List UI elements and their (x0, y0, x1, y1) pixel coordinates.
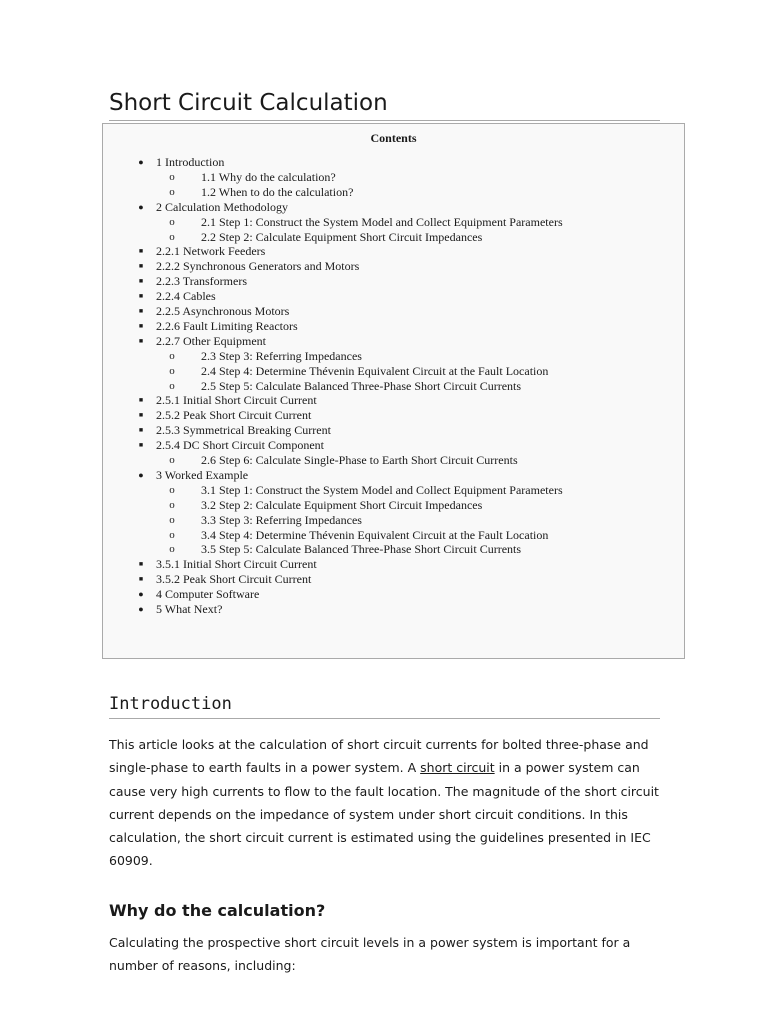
toc-item[interactable] (103, 244, 684, 259)
introduction-paragraph (109, 733, 669, 873)
toc-item[interactable] (103, 259, 684, 274)
introduction-divider (109, 718, 660, 719)
circle-bullet-icon: o (169, 543, 175, 556)
toc-item-label: 2.2.6 Fault Limiting Reactors (156, 318, 298, 333)
toc-item-label: 1.1 Why do the calculation? (201, 169, 336, 184)
toc-item[interactable] (103, 349, 684, 364)
toc-item[interactable] (103, 587, 684, 602)
toc-item-label: 3.3 Step 3: Referring Impedances (201, 512, 362, 527)
toc-item-label: 2.5.2 Peak Short Circuit Current (156, 408, 312, 423)
toc-item[interactable] (103, 498, 684, 513)
square-bullet-icon: ■ (138, 441, 144, 450)
circle-bullet-icon: o (169, 498, 175, 511)
square-bullet-icon: ■ (138, 262, 144, 271)
disc-bullet-icon: ● (138, 589, 144, 600)
toc-item[interactable] (103, 408, 684, 423)
toc-item-label: 1.2 When to do the calculation? (201, 184, 354, 199)
title-divider (109, 120, 660, 121)
toc-item[interactable] (103, 364, 684, 379)
disc-bullet-icon: ● (138, 201, 144, 212)
toc-item[interactable] (103, 185, 684, 200)
circle-bullet-icon: o (169, 379, 175, 392)
circle-bullet-icon: o (169, 454, 175, 466)
toc-item[interactable] (103, 274, 684, 289)
toc-item-label: 2.2.2 Synchronous Generators and Motors (156, 259, 360, 274)
toc-item-label: 2 Calculation Methodology (156, 199, 288, 214)
table-of-contents (102, 123, 685, 659)
toc-item[interactable] (103, 483, 684, 498)
circle-bullet-icon: o (169, 483, 175, 496)
toc-item[interactable] (103, 393, 684, 408)
toc-item-label: 1 Introduction (156, 155, 225, 169)
toc-item[interactable] (103, 513, 684, 528)
toc-item-label: 2.5.3 Symmetrical Breaking Current (156, 423, 331, 438)
toc-item-label: 2.3 Step 3: Referring Impedances (201, 348, 362, 363)
circle-bullet-icon: o (169, 170, 175, 183)
circle-bullet-icon: o (169, 528, 175, 541)
toc-item[interactable] (103, 215, 684, 230)
toc-item-label: 3.1 Step 1: Construct the System Model and Collect Equipment Parameters (201, 482, 563, 497)
toc-item[interactable] (103, 468, 684, 483)
toc-item-label: 3 Worked Example (156, 467, 249, 482)
toc-item[interactable] (103, 557, 684, 572)
square-bullet-icon: ■ (138, 277, 144, 286)
toc-item-label: 2.5 Step 5: Calculate Balanced Three-Phase Short Circuit Currents (201, 378, 522, 393)
toc-item[interactable] (103, 453, 684, 468)
toc-item-label: 4 Computer Software (156, 587, 260, 602)
toc-item[interactable] (103, 155, 684, 170)
toc-item-label: 3.5 Step 5: Calculate Balanced Three-Phase Short Circuit Currents (201, 542, 522, 557)
toc-item-label: 2.2.7 Other Equipment (156, 333, 266, 348)
toc-item-label: 2.5.4 DC Short Circuit Component (156, 438, 324, 453)
circle-bullet-icon: o (169, 230, 175, 243)
toc-item[interactable] (103, 304, 684, 319)
toc-item[interactable] (103, 200, 684, 215)
toc-item-label: 2.6 Step 6: Calculate Single-Phase to Earth Short Circuit Currents (201, 453, 518, 467)
toc-item-label: 3.2 Step 2: Calculate Equipment Short Circuit Impedances (201, 497, 483, 512)
toc-item[interactable] (103, 319, 684, 334)
toc-item-label: 5 What Next? (156, 602, 223, 616)
disc-bullet-icon: ● (138, 604, 144, 614)
square-bullet-icon: ■ (138, 575, 144, 584)
toc-item-label: 2.1 Step 1: Construct the System Model and Collect Equipment Parameters (201, 214, 563, 229)
disc-bullet-icon: ● (138, 157, 144, 167)
toc-item[interactable] (103, 602, 684, 617)
why-calculation-paragraph: Calculating the prospective short circuit levels in a power system is important for a number of reasons, including: (109, 935, 631, 974)
toc-item[interactable] (103, 379, 684, 394)
circle-bullet-icon: o (169, 215, 175, 228)
toc-item-label: 2.2.5 Asynchronous Motors (156, 304, 290, 318)
toc-item-label: 3.4 Step 4: Determine Thévenin Equivalent Circuit at the Fault Location (201, 527, 549, 542)
square-bullet-icon: ■ (138, 336, 144, 345)
square-bullet-icon: ■ (138, 411, 144, 420)
square-bullet-icon: ■ (138, 426, 144, 435)
toc-title: Contents (370, 131, 417, 145)
toc-item-label: 3.5.2 Peak Short Circuit Current (156, 572, 312, 587)
toc-item-label: 2.5.1 Initial Short Circuit Current (156, 393, 317, 408)
toc-item-label: 2.2.1 Network Feeders (156, 244, 266, 259)
toc-item[interactable] (103, 334, 684, 349)
toc-item[interactable] (103, 572, 684, 587)
disc-bullet-icon: ● (138, 469, 144, 480)
toc-item-label: 3.5.1 Initial Short Circuit Current (156, 557, 317, 572)
toc-item[interactable] (103, 528, 684, 543)
toc-item[interactable] (103, 230, 684, 245)
toc-item[interactable] (103, 423, 684, 438)
square-bullet-icon: ■ (138, 292, 144, 301)
introduction-text-end: in a power system can cause very high currents to flow to the fault location. The magnitude of the short circuit current depends on the impedance of system under short circuit conditions. In this calculation, the short circuit current is estimated using the guidelines presented in IEC 60909. (109, 760, 659, 869)
square-bullet-icon: ■ (138, 307, 144, 315)
circle-bullet-icon: o (169, 513, 175, 526)
circle-bullet-icon: o (169, 349, 175, 362)
toc-item[interactable] (103, 289, 684, 304)
toc-item-label: 2.2 Step 2: Calculate Equipment Short Circuit Impedances (201, 229, 483, 244)
square-bullet-icon: ■ (138, 560, 144, 569)
toc-item[interactable] (103, 542, 684, 557)
circle-bullet-icon: o (169, 364, 175, 377)
square-bullet-icon: ■ (138, 396, 144, 405)
toc-item-label: 2.2.3 Transformers (156, 274, 248, 289)
toc-item[interactable] (103, 170, 684, 185)
toc-item-label: 2.4 Step 4: Determine Thévenin Equivalent Circuit at the Fault Location (201, 363, 549, 378)
why-calculation-heading: Why do the calculation? (109, 901, 326, 920)
introduction-heading: Introduction (109, 694, 232, 714)
introduction-text-start: This article looks at the calculation of short circuit currents for bolted three-phase and single-phase to earth faults in a power system. A (109, 737, 649, 776)
short-circuit-link[interactable]: short circuit (420, 760, 495, 776)
circle-bullet-icon: o (169, 185, 175, 198)
square-bullet-icon: ■ (138, 321, 144, 330)
toc-item[interactable] (103, 438, 684, 453)
toc-item-label: 2.2.4 Cables (156, 289, 216, 304)
page-title: Short Circuit Calculation (109, 90, 388, 116)
square-bullet-icon: ■ (138, 247, 144, 256)
